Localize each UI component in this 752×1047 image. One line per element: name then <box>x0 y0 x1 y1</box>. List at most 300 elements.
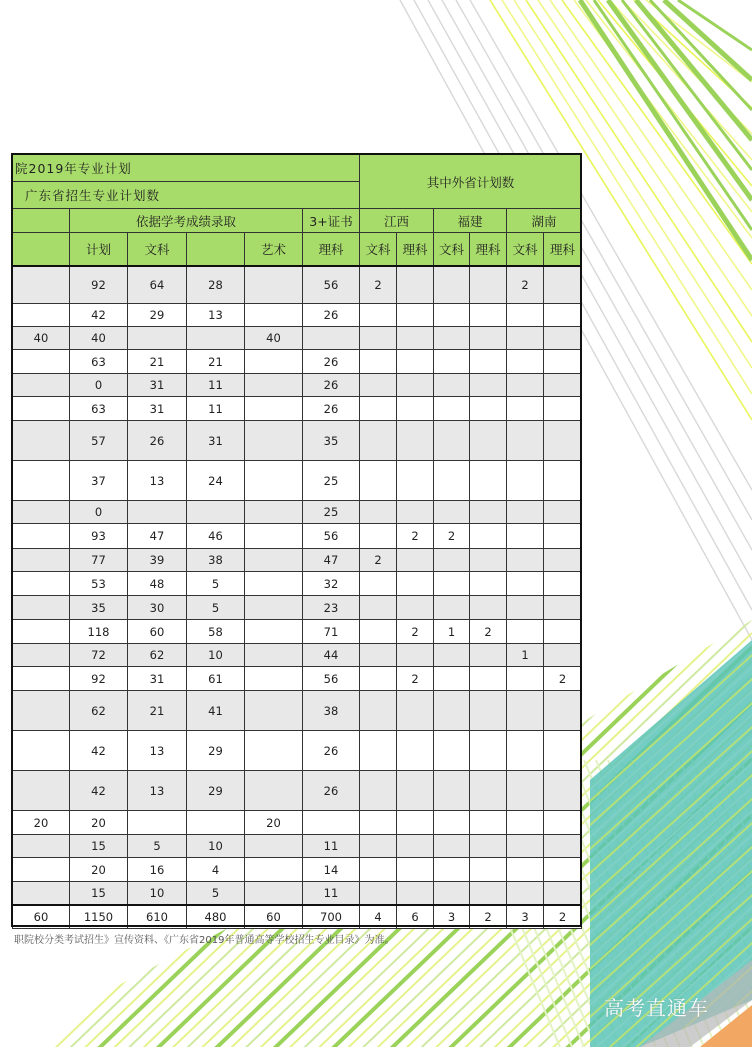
table-cell: 40 <box>70 327 128 350</box>
table-cell: 38 <box>303 691 360 731</box>
table-cell <box>245 858 303 882</box>
table-cell <box>13 549 70 572</box>
table-cell <box>187 327 245 350</box>
table-cell <box>470 501 507 524</box>
table-cell: 13 <box>187 304 245 327</box>
table-cell: 26 <box>303 304 360 327</box>
table-cell <box>470 644 507 667</box>
table-cell: 60 <box>245 905 303 929</box>
table-cell <box>470 327 507 350</box>
table-cell: 92 <box>70 667 128 691</box>
table-cell <box>397 731 434 771</box>
table-cell <box>507 858 544 882</box>
table-cell <box>360 882 397 905</box>
table-cell: 47 <box>128 524 187 549</box>
table-cell: 11 <box>303 835 360 858</box>
table-cell <box>544 771 582 811</box>
table-cell <box>13 304 70 327</box>
table-cell <box>544 882 582 905</box>
table-cell <box>470 421 507 461</box>
guangdong-plan-subtitle: 广东省招生专业计划数 <box>13 182 360 209</box>
table-row <box>13 858 582 882</box>
table-cell: 2 <box>434 524 470 549</box>
table-cell: 58 <box>187 620 245 644</box>
table-cell <box>507 667 544 691</box>
table-cell <box>360 835 397 858</box>
table-cell <box>360 350 397 374</box>
table-cell <box>544 731 582 771</box>
table-cell: 1150 <box>70 905 128 929</box>
table-cell <box>507 549 544 572</box>
col-jx-li: 理科 <box>397 233 434 266</box>
table-cell <box>434 327 470 350</box>
table-cell <box>245 667 303 691</box>
table-row <box>13 327 582 350</box>
table-cell <box>507 811 544 835</box>
table-cell <box>245 691 303 731</box>
table-cell: 20 <box>245 811 303 835</box>
table-cell <box>507 771 544 811</box>
table-cell <box>434 858 470 882</box>
table-cell: 60 <box>128 620 187 644</box>
table-cell <box>544 835 582 858</box>
table-cell <box>397 882 434 905</box>
brand-logo-text: 高考直通车 <box>604 996 709 1020</box>
table-cell: 31 <box>187 421 245 461</box>
table-cell: 5 <box>187 572 245 596</box>
table-cell <box>128 327 187 350</box>
table-cell: 26 <box>303 397 360 421</box>
table-cell: 40 <box>13 327 70 350</box>
table-cell: 2 <box>544 667 582 691</box>
table-cell <box>544 374 582 397</box>
table-cell <box>360 620 397 644</box>
table-cell: 10 <box>187 835 245 858</box>
table-cell <box>360 811 397 835</box>
table-cell: 42 <box>70 731 128 771</box>
table-cell: 11 <box>187 374 245 397</box>
table-cell <box>507 327 544 350</box>
table-cell: 31 <box>128 374 187 397</box>
table-cell: 2 <box>470 620 507 644</box>
table-cell <box>470 397 507 421</box>
table-cell <box>245 835 303 858</box>
table-cell <box>544 596 582 620</box>
table-cell: 37 <box>70 461 128 501</box>
table-cell <box>13 572 70 596</box>
table-cell: 35 <box>303 421 360 461</box>
table-cell: 28 <box>187 266 245 304</box>
table-cell: 93 <box>70 524 128 549</box>
table-cell <box>434 304 470 327</box>
province-hunan: 湖南 <box>507 209 582 233</box>
table-cell: 26 <box>303 350 360 374</box>
exam-admission-group: 依据学考成绩录取 <box>70 209 303 233</box>
col-plan: 计划 <box>70 233 128 266</box>
table-cell <box>13 421 70 461</box>
table-cell <box>544 858 582 882</box>
table-cell <box>13 524 70 549</box>
table-cell: 64 <box>128 266 187 304</box>
table-cell <box>360 572 397 596</box>
total-row <box>13 905 582 929</box>
table-cell: 24 <box>187 461 245 501</box>
table-cell <box>470 524 507 549</box>
table-row <box>13 501 582 524</box>
table-cell <box>434 572 470 596</box>
table-cell <box>507 731 544 771</box>
table-row <box>13 835 582 858</box>
table-cell: 44 <box>303 644 360 667</box>
table-cell: 42 <box>70 771 128 811</box>
table-cell: 40 <box>245 327 303 350</box>
table-cell <box>434 835 470 858</box>
table-cell: 56 <box>303 524 360 549</box>
table-cell <box>434 811 470 835</box>
table-cell: 480 <box>187 905 245 929</box>
table-cell <box>507 461 544 501</box>
table-cell: 25 <box>303 461 360 501</box>
col-like: 理科 <box>303 233 360 266</box>
table-cell: 61 <box>187 667 245 691</box>
table-cell: 30 <box>128 596 187 620</box>
table-cell <box>360 644 397 667</box>
table-cell: 31 <box>128 667 187 691</box>
table-cell: 2 <box>470 905 507 929</box>
table-cell <box>360 397 397 421</box>
table-cell <box>360 327 397 350</box>
table-cell <box>360 858 397 882</box>
table-cell: 2 <box>544 905 582 929</box>
table-cell: 21 <box>128 350 187 374</box>
table-cell <box>360 501 397 524</box>
table-cell <box>544 644 582 667</box>
table-cell <box>544 266 582 304</box>
table-cell <box>434 350 470 374</box>
table-cell: 53 <box>70 572 128 596</box>
table-cell: 4 <box>187 858 245 882</box>
table-cell: 25 <box>303 501 360 524</box>
table-cell: 700 <box>303 905 360 929</box>
table-cell: 21 <box>128 691 187 731</box>
table-cell <box>187 811 245 835</box>
table-cell <box>360 771 397 811</box>
table-cell <box>470 596 507 620</box>
table-cell <box>507 374 544 397</box>
table-cell: 26 <box>303 374 360 397</box>
table-cell <box>544 524 582 549</box>
table-cell <box>470 461 507 501</box>
col-yishu: 艺术 <box>245 233 303 266</box>
header-empty-cell <box>187 233 245 266</box>
table-cell: 610 <box>128 905 187 929</box>
table-cell <box>245 549 303 572</box>
table-cell <box>360 421 397 461</box>
table-cell: 72 <box>70 644 128 667</box>
table-cell: 2 <box>360 266 397 304</box>
table-cell <box>397 549 434 572</box>
table-cell: 23 <box>303 596 360 620</box>
table-cell <box>434 731 470 771</box>
table-cell <box>13 374 70 397</box>
table-cell <box>397 327 434 350</box>
table-cell: 4 <box>360 905 397 929</box>
table-cell <box>470 374 507 397</box>
table-cell: 13 <box>128 461 187 501</box>
outside-province-title: 其中外省计划数 <box>360 155 582 209</box>
table-cell <box>13 858 70 882</box>
table-cell: 16 <box>128 858 187 882</box>
enrollment-plan-table <box>12 154 582 929</box>
table-cell <box>544 421 582 461</box>
table-row <box>13 304 582 327</box>
table-cell <box>470 811 507 835</box>
table-cell <box>397 572 434 596</box>
table-cell <box>507 397 544 421</box>
table-cell: 46 <box>187 524 245 549</box>
table-cell <box>245 304 303 327</box>
col-fj-li: 理科 <box>470 233 507 266</box>
table-cell: 35 <box>70 596 128 620</box>
table-row <box>13 524 582 549</box>
table-cell <box>470 858 507 882</box>
green-stripe <box>608 0 752 200</box>
table-cell: 39 <box>128 549 187 572</box>
table-cell <box>13 882 70 905</box>
table-cell <box>397 691 434 731</box>
table-cell: 31 <box>128 397 187 421</box>
table-row <box>13 644 582 667</box>
table-row <box>13 882 582 905</box>
table-cell: 15 <box>70 882 128 905</box>
table-cell <box>397 421 434 461</box>
table-cell <box>245 350 303 374</box>
table-cell <box>397 835 434 858</box>
table-cell: 15 <box>70 835 128 858</box>
table-cell <box>434 501 470 524</box>
table-cell: 10 <box>128 882 187 905</box>
province-fujian: 福建 <box>434 209 507 233</box>
table-cell <box>544 811 582 835</box>
table-cell <box>245 266 303 304</box>
table-cell: 26 <box>128 421 187 461</box>
table-cell <box>397 811 434 835</box>
table-cell <box>360 691 397 731</box>
table-cell <box>434 266 470 304</box>
table-cell <box>544 549 582 572</box>
table-cell: 62 <box>128 644 187 667</box>
table-cell: 56 <box>303 667 360 691</box>
table-cell <box>303 327 360 350</box>
table-cell <box>245 771 303 811</box>
table-cell <box>507 596 544 620</box>
table-cell <box>13 501 70 524</box>
table-cell: 42 <box>70 304 128 327</box>
table-cell <box>397 461 434 501</box>
table-cell: 26 <box>303 731 360 771</box>
table-cell: 63 <box>70 350 128 374</box>
table-cell: 2 <box>397 620 434 644</box>
table-cell: 29 <box>187 731 245 771</box>
table-cell: 41 <box>187 691 245 731</box>
table-cell <box>13 771 70 811</box>
table-row <box>13 620 582 644</box>
certificate-group: 3+证书 <box>303 209 360 233</box>
table-cell <box>507 501 544 524</box>
table-cell: 77 <box>70 549 128 572</box>
table-cell: 71 <box>303 620 360 644</box>
table-cell <box>128 501 187 524</box>
page-title: 院2019年专业计划 <box>13 155 360 182</box>
table-cell: 1 <box>507 644 544 667</box>
table-cell: 0 <box>70 501 128 524</box>
table-cell <box>544 461 582 501</box>
table-row <box>13 374 582 397</box>
table-cell <box>128 811 187 835</box>
table-cell <box>434 461 470 501</box>
table-cell: 3 <box>434 905 470 929</box>
table-cell <box>245 461 303 501</box>
table-cell <box>434 667 470 691</box>
table-cell <box>507 304 544 327</box>
table-cell <box>434 882 470 905</box>
table-cell <box>434 691 470 731</box>
table-cell: 60 <box>13 905 70 929</box>
table-cell <box>544 397 582 421</box>
table-cell <box>470 771 507 811</box>
table-cell: 38 <box>187 549 245 572</box>
table-row <box>13 266 582 304</box>
table-cell <box>544 501 582 524</box>
table-cell <box>360 524 397 549</box>
table-cell <box>470 835 507 858</box>
table-cell <box>13 644 70 667</box>
table-cell <box>434 549 470 572</box>
table-cell <box>470 350 507 374</box>
table-cell <box>245 501 303 524</box>
table-row <box>13 667 582 691</box>
table-cell: 29 <box>187 771 245 811</box>
table-cell: 10 <box>187 644 245 667</box>
green-stripe <box>622 0 752 170</box>
table-cell: 26 <box>303 771 360 811</box>
table-cell: 3 <box>507 905 544 929</box>
table-cell <box>360 374 397 397</box>
table-cell <box>245 572 303 596</box>
table-cell <box>245 596 303 620</box>
table-cell: 63 <box>70 397 128 421</box>
table-cell: 14 <box>303 858 360 882</box>
table-cell <box>245 524 303 549</box>
table-cell <box>507 350 544 374</box>
table-cell <box>507 691 544 731</box>
table-cell <box>245 397 303 421</box>
table-cell: 20 <box>70 811 128 835</box>
table-cell <box>470 266 507 304</box>
table-cell <box>544 572 582 596</box>
table-row <box>13 691 582 731</box>
table-cell: 48 <box>128 572 187 596</box>
table-cell <box>470 304 507 327</box>
table-cell <box>470 731 507 771</box>
table-cell: 6 <box>397 905 434 929</box>
table-cell <box>544 350 582 374</box>
table-cell <box>507 524 544 549</box>
table-cell <box>360 461 397 501</box>
table-cell: 2 <box>397 524 434 549</box>
table-row <box>13 461 582 501</box>
table-cell: 57 <box>70 421 128 461</box>
table-cell <box>397 304 434 327</box>
table-cell: 29 <box>128 304 187 327</box>
table-cell <box>245 421 303 461</box>
table-cell <box>397 397 434 421</box>
table-cell: 118 <box>70 620 128 644</box>
table-cell: 5 <box>187 882 245 905</box>
table-cell <box>13 835 70 858</box>
table-cell <box>397 374 434 397</box>
table-cell <box>397 501 434 524</box>
table-cell <box>434 374 470 397</box>
footnote: 职院校分类考试招生》宣传资料、《广东省2019年普通高等学校招生专业目录》为准。 <box>14 935 395 946</box>
col-hn-li: 理科 <box>544 233 582 266</box>
table-row <box>13 572 582 596</box>
table-cell: 5 <box>187 596 245 620</box>
table-cell <box>360 596 397 620</box>
table-row <box>13 596 582 620</box>
table-cell <box>360 304 397 327</box>
header-empty-cell <box>13 233 70 266</box>
table-cell: 2 <box>397 667 434 691</box>
table-cell <box>434 644 470 667</box>
table-cell <box>544 327 582 350</box>
table-cell <box>397 771 434 811</box>
table-cell <box>13 667 70 691</box>
table-cell <box>245 620 303 644</box>
table-cell: 11 <box>187 397 245 421</box>
table-cell <box>434 421 470 461</box>
table-row <box>13 549 582 572</box>
table-cell: 56 <box>303 266 360 304</box>
table-cell <box>507 572 544 596</box>
table-cell: 62 <box>70 691 128 731</box>
table-cell <box>13 691 70 731</box>
table-cell <box>360 731 397 771</box>
table-cell <box>544 620 582 644</box>
table-cell <box>245 644 303 667</box>
table-cell: 92 <box>70 266 128 304</box>
table-cell <box>470 667 507 691</box>
table-cell <box>303 811 360 835</box>
table-cell <box>544 304 582 327</box>
table-cell <box>245 882 303 905</box>
table-cell <box>397 266 434 304</box>
table-cell <box>434 397 470 421</box>
table-cell <box>13 461 70 501</box>
table-row <box>13 350 582 374</box>
table-cell: 21 <box>187 350 245 374</box>
table-row <box>13 397 582 421</box>
table-cell <box>544 691 582 731</box>
table-cell: 13 <box>128 731 187 771</box>
table-cell <box>470 549 507 572</box>
table-cell <box>470 691 507 731</box>
table-cell: 1 <box>434 620 470 644</box>
table-cell <box>470 572 507 596</box>
table-cell <box>13 596 70 620</box>
table-cell <box>13 397 70 421</box>
table-cell <box>13 731 70 771</box>
